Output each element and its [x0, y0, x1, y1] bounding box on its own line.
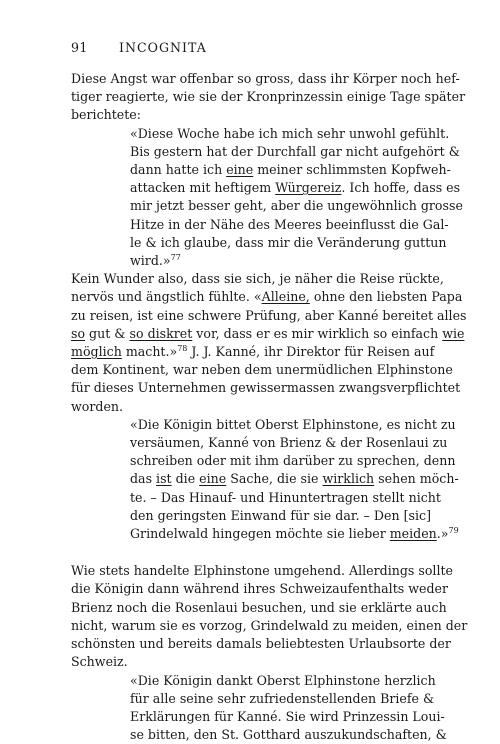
text-line: für dieses Unternehmen gewissermassen zwangsverpflichtet: [71, 379, 431, 397]
text-line: tiger reagierte, wie sie der Kronprinzessin einige Tage später: [71, 88, 431, 106]
underlined-emphasis: wie: [442, 326, 464, 341]
text-line: dann hatte ich eine meiner schlimmsten Kopfweh-: [71, 161, 431, 179]
footnote-ref: 77: [171, 253, 181, 262]
text-line: «Diese Woche habe ich mich sehr unwohl gefühlt.: [71, 125, 431, 143]
text-line: nicht, warum sie es vorzog, Grindelwald zu meiden, einen der: [71, 617, 431, 635]
text-line: Bis gestern hat der Durchfall gar nicht aufgehört &: [71, 143, 431, 161]
underlined-emphasis: wirklich: [322, 471, 374, 486]
text-line: worden.: [71, 398, 431, 416]
text-line: Diese Angst war offenbar so gross, dass ihr Körper noch hef-: [71, 70, 431, 88]
text-line: le & ich glaube, dass mir die Veränderung guttun: [71, 234, 431, 252]
underlined-emphasis: ist: [156, 471, 172, 486]
text-line: für alle seine sehr zufriedenstellenden Briefe &: [71, 690, 431, 708]
running-header: [71, 39, 207, 57]
text-line: wird.»$^{77}$: [71, 252, 431, 270]
text-line: schreiben oder mit ihm darüber zu sprechen, denn: [71, 452, 431, 470]
running-title: INCOGNITA: [119, 40, 207, 55]
text-line: die Königin dann während ihres Schweizaufenthalts weder: [71, 580, 431, 598]
block-quote: [71, 672, 431, 744]
text-line: Kein Wunder also, dass sie sich, je näher die Reise rückte,: [71, 270, 431, 288]
underlined-emphasis: Würgereiz: [275, 180, 341, 195]
text-line: Wie stets handelte Elphinstone umgehend. Allerdings sollte: [71, 562, 431, 580]
underlined-emphasis: möglich: [71, 344, 122, 359]
text-line: möglich macht.»$^{78}$ J. J. Kanné, ihr Direktor für Reisen auf: [71, 343, 431, 361]
text-line: Erklärungen für Kanné. Sie wird Prinzessin Loui-: [71, 708, 431, 726]
text-line: «Die Königin bittet Oberst Elphinstone, es nicht zu: [71, 416, 431, 434]
underlined-emphasis: meiden: [390, 526, 437, 541]
text-line: zu reisen, ist eine schwere Prüfung, aber Kanné bereitet alles: [71, 307, 431, 325]
text-line: Brienz noch die Rosenlaui besuchen, und sie erklärte auch: [71, 599, 431, 617]
paragraph: [71, 562, 431, 671]
paragraph-gap: [71, 543, 431, 562]
text-line: den geringsten Einwand für sie dar. – Den [sic]: [71, 507, 431, 525]
page-number: 91: [71, 39, 119, 57]
text-line: mir jetzt besser geht, aber die ungewöhnlich grosse: [71, 197, 431, 215]
underlined-emphasis: Alleine,: [262, 289, 310, 304]
text-line: Grindelwald hingegen möchte sie lieber meiden.»$^{79}$: [71, 525, 431, 543]
page-body: [71, 70, 431, 744]
underlined-emphasis: eine: [199, 471, 226, 486]
paragraph: [71, 70, 431, 125]
text-line: das ist die eine Sache, die sie wirklich sehen möch-: [71, 470, 431, 488]
paragraph: [71, 270, 431, 416]
text-line: berichtete:: [71, 106, 431, 124]
underlined-emphasis: so: [71, 326, 85, 341]
text-line: te. – Das Hinauf- und Hinuntertragen stellt nicht: [71, 489, 431, 507]
block-quote: [71, 416, 431, 543]
footnote-ref: 78: [177, 344, 187, 353]
text-line: nervös und ängstlich fühlte. «Alleine, ohne den liebsten Papa: [71, 288, 431, 306]
underlined-emphasis: eine: [226, 162, 253, 177]
text-line: «Die Königin dankt Oberst Elphinstone herzlich: [71, 672, 431, 690]
text-line: dem Kontinent, war neben dem unermüdlichen Elphinstone: [71, 361, 431, 379]
text-line: Hitze in der Nähe des Meeres beeinflusst die Gal-: [71, 216, 431, 234]
footnote-ref: 79: [449, 526, 459, 535]
text-line: Schweiz.: [71, 653, 431, 671]
text-line: attacken mit heftigem Würgereiz. Ich hoffe, dass es: [71, 179, 431, 197]
block-quote: [71, 125, 431, 271]
text-line: se bitten, den St. Gotthard auszukundschaften, &: [71, 726, 431, 744]
text-line: schönsten und bereits damals beliebtesten Urlaubsorte der: [71, 635, 431, 653]
underlined-emphasis: so diskret: [130, 326, 193, 341]
text-line: versäumen, Kanné von Brienz & der Rosenlaui zu: [71, 434, 431, 452]
text-line: so gut & so diskret vor, dass er es mir wirklich so einfach wie: [71, 325, 431, 343]
